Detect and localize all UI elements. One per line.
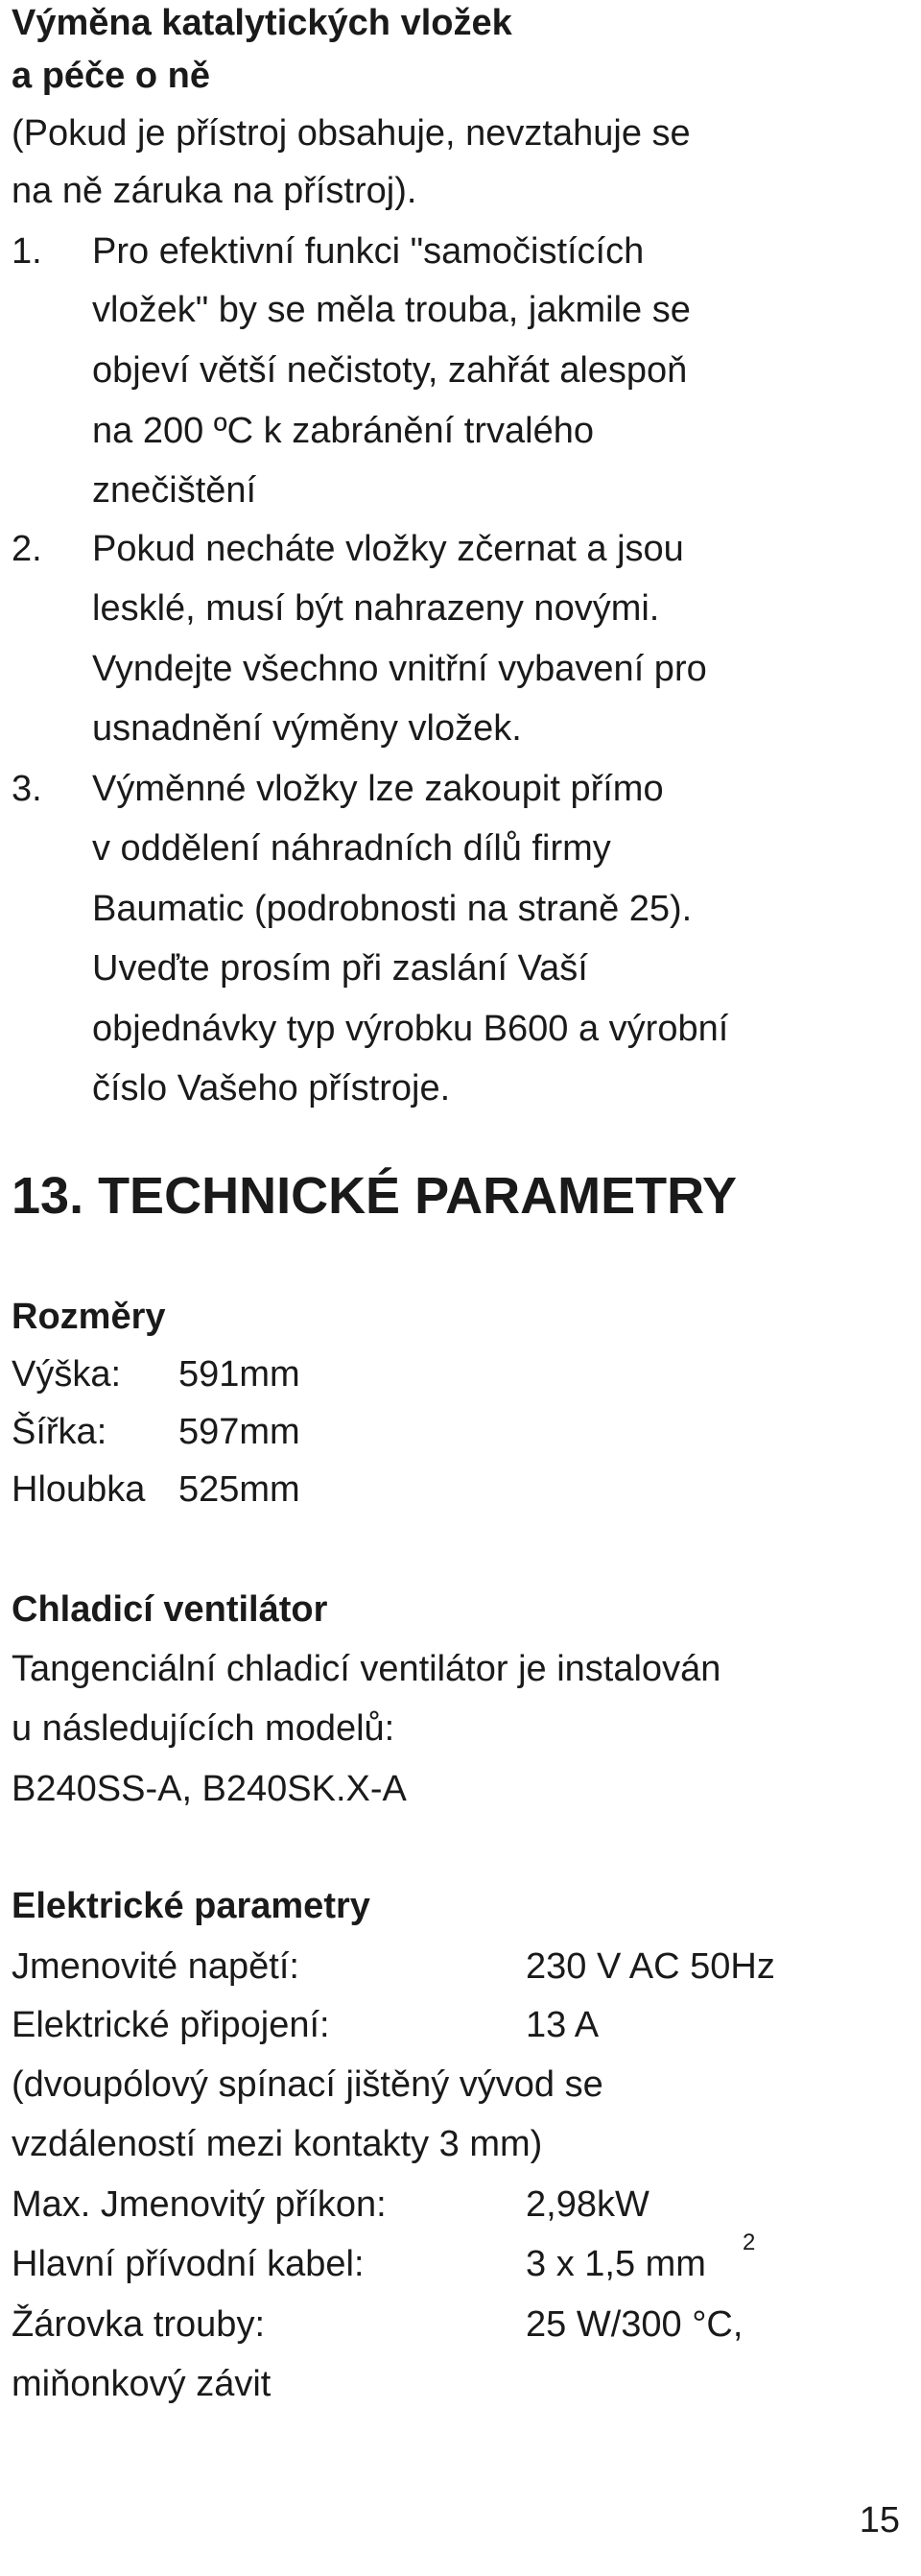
list-item-line: objeví větší nečistoty, zahřát alespoň — [92, 350, 688, 391]
dimension-value: 591mm — [178, 1354, 300, 1395]
list-item-line: lesklé, musí být nahrazeny novými. — [92, 588, 660, 629]
list-item-line: číslo Vašeho přístroje. — [92, 1068, 451, 1109]
lamp-value: 25 W/300 °C, — [526, 2304, 744, 2345]
electrical-heading: Elektrické parametry — [12, 1886, 370, 1926]
list-item-number: 3. — [12, 769, 42, 809]
list-item-line: na 200 ºC k zabránění trvalého — [92, 411, 594, 451]
connection-value: 13 A — [526, 2005, 600, 2045]
cable-superscript: 2 — [743, 2230, 756, 2255]
list-item-line: objednávky typ výrobku B600 a výrobní — [92, 1009, 729, 1049]
list-item-line: Uveďte prosím při zaslání Vaší — [92, 948, 588, 989]
dimensions-heading: Rozměry — [12, 1297, 166, 1337]
fan-text-line: u následujících modelů: — [12, 1708, 395, 1749]
catalytic-note-line-1: (Pokud je přístroj obsahuje, nevztahuje se — [12, 113, 691, 154]
list-item-line: Pro efektivní funkci "samočistících — [92, 231, 645, 272]
list-item-line: Výměnné vložky lze zakoupit přímo — [92, 769, 664, 809]
list-item-line: v oddělení náhradních dílů firmy — [92, 828, 611, 869]
list-item-line: Baumatic (podrobnosti na straně 25). — [92, 889, 693, 929]
list-item-line: vložek" by se měla trouba, jakmile se — [92, 290, 691, 330]
page-number: 15 — [859, 2500, 900, 2540]
section-title: 13. TECHNICKÉ PARAMETRY — [12, 1167, 738, 1225]
voltage-label: Jmenovité napětí: — [12, 1946, 299, 1987]
fan-text-line: Tangenciální chladicí ventilátor je instalován — [12, 1649, 721, 1689]
list-item-line: Vyndejte všechno vnitřní vybavení pro — [92, 649, 707, 689]
list-item-number: 2. — [12, 529, 42, 569]
dimension-value: 525mm — [178, 1469, 300, 1510]
list-item-line: usnadnění výměny vložek. — [92, 708, 522, 749]
list-item-number: 1. — [12, 231, 42, 272]
catalytic-note-line-2: na ně záruka na přístroj). — [12, 171, 417, 211]
connection-label: Elektrické připojení: — [12, 2005, 330, 2045]
catalytic-title-line-2: a péče o ně — [12, 56, 210, 96]
list-item-line: znečištění — [92, 470, 257, 511]
voltage-value: 230 V AC 50Hz — [526, 1946, 775, 1987]
list-item-line: Pokud necháte vložky zčernat a jsou — [92, 529, 684, 569]
dimension-label: Šířka: — [12, 1412, 107, 1452]
fan-text-line: B240SS-A, B240SK.X-A — [12, 1769, 407, 1809]
catalytic-title-line-1: Výměna katalytických vložek — [12, 3, 512, 43]
power-value: 2,98kW — [526, 2184, 649, 2225]
connection-note-line: (dvoupólový spínací jištěný vývod se — [12, 2064, 603, 2105]
cable-value: 3 x 1,5 mm — [526, 2244, 706, 2284]
dimension-label: Výška: — [12, 1354, 122, 1395]
cable-label: Hlavní přívodní kabel: — [12, 2244, 365, 2284]
lamp-note: miňonkový závit — [12, 2364, 272, 2404]
dimension-value: 597mm — [178, 1412, 300, 1452]
power-label: Max. Jmenovitý příkon: — [12, 2184, 387, 2225]
dimension-label: Hloubka — [12, 1469, 146, 1510]
lamp-label: Žárovka trouby: — [12, 2304, 265, 2345]
fan-heading: Chladicí ventilátor — [12, 1589, 328, 1630]
connection-note-line: vzdáleností mezi kontakty 3 mm) — [12, 2124, 543, 2164]
